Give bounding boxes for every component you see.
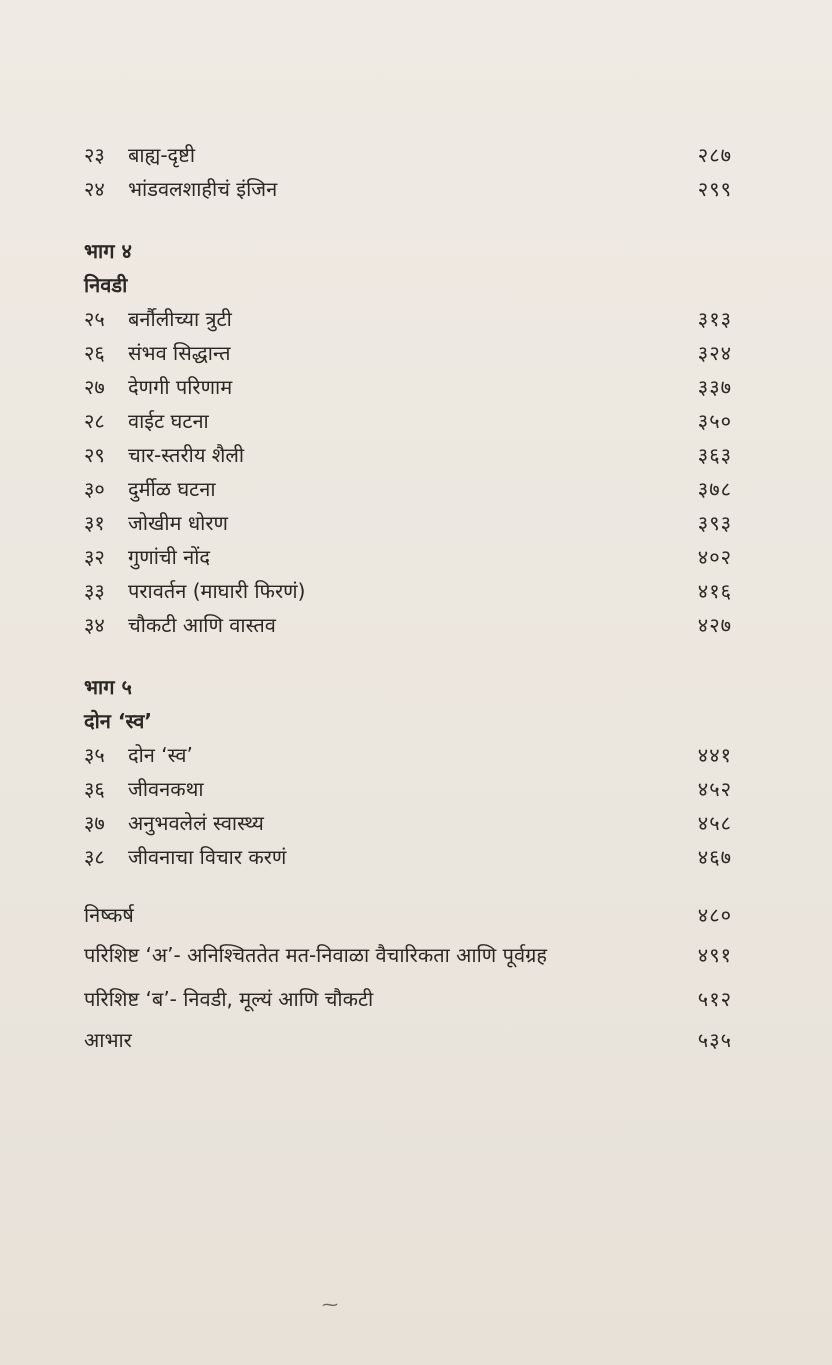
chapter-title: जीवनाचा विचार करणं: [128, 845, 287, 869]
toc-entry: [84, 772, 732, 806]
toc-entry: [84, 506, 732, 540]
chapter-number: २८: [84, 409, 105, 433]
chapter-title: देणगी परिणाम: [128, 375, 233, 399]
toc-entry: [84, 172, 732, 206]
section-title: निष्कर्ष: [84, 903, 134, 927]
chapter-number: ३८: [84, 845, 105, 869]
part-title: निवडी: [84, 273, 128, 297]
page-number: ४९१: [697, 943, 732, 967]
chapter-number: २५: [84, 307, 105, 331]
chapter-number: ३१: [84, 511, 105, 535]
toc-entry: [84, 574, 732, 608]
chapter-number: २६: [84, 341, 105, 365]
chapter-number: ३६: [84, 777, 105, 801]
chapter-title: बाह्य-दृष्टी: [128, 143, 196, 167]
chapter-title: परावर्तन (माघारी फिरणं): [128, 579, 306, 603]
chapter-number: २७: [84, 375, 105, 399]
toc-entry: [84, 336, 732, 370]
page-number: २९९: [697, 177, 732, 201]
chapter-title: दुर्मीळ घटना: [128, 477, 216, 501]
page-number: ४४१: [697, 743, 732, 767]
toc-entry: [84, 608, 732, 642]
chapter-number: ३७: [84, 811, 105, 835]
page-number: ३१३: [697, 307, 732, 331]
chapter-number: २९: [84, 443, 105, 467]
page-number: ४०२: [697, 545, 732, 569]
toc-entry: [84, 540, 732, 574]
chapter-title: जीवनकथा: [128, 777, 204, 801]
chapter-title: संभव सिद्धान्त: [128, 341, 231, 365]
toc-entry: [84, 978, 732, 1020]
toc-entry: [84, 932, 732, 978]
page-number: ४२७: [697, 613, 732, 637]
page-number: ४१६: [697, 579, 732, 603]
chapter-title: चौकटी आणि वास्तव: [128, 613, 276, 637]
chapter-title: भांडवलशाहीचं इंजिन: [128, 177, 278, 201]
chapter-number: ३५: [84, 743, 105, 767]
part-label: भाग ४: [84, 239, 132, 263]
page-number: ४५२: [697, 777, 732, 801]
chapter-title: वाईट घटना: [128, 409, 209, 433]
chapter-number: २३: [84, 143, 105, 167]
toc-entry: [84, 1020, 732, 1060]
section-title: परिशिष्ट ‘ब’- निवडी, मूल्यं आणि चौकटी: [84, 987, 374, 1011]
ink-smudge: ⁓: [322, 1295, 338, 1314]
toc-entry: [84, 472, 732, 506]
chapter-title: दोन ‘स्व’: [128, 743, 193, 767]
chapter-number: ३३: [84, 579, 105, 603]
toc-entry: [84, 806, 732, 840]
toc-entry: [84, 738, 732, 772]
chapter-title: अनुभवलेलं स्वास्थ्य: [128, 811, 264, 835]
toc-entry: [84, 302, 732, 336]
part-label: भाग ५: [84, 675, 132, 699]
chapter-number: २४: [84, 177, 105, 201]
chapter-number: ३०: [84, 477, 105, 501]
chapter-title: चार-स्तरीय शैली: [128, 443, 245, 467]
toc-entry: [84, 138, 732, 172]
part-title: दोन ‘स्व’: [84, 709, 152, 733]
toc-entry: [84, 840, 732, 874]
chapter-number: ३२: [84, 545, 105, 569]
page-number: ३७८: [697, 477, 732, 501]
section-title: आभार: [84, 1028, 132, 1052]
section-title: परिशिष्ट ‘अ’- अनिश्चिततेत मत-निवाळा वैचारिकता आणि पूर्वग्रह: [84, 943, 547, 967]
table-of-contents: [84, 138, 732, 1060]
page-number: ३५०: [697, 409, 732, 433]
page-number: ३२४: [697, 341, 732, 365]
page-number: ३९३: [697, 511, 732, 535]
toc-entry: [84, 370, 732, 404]
chapter-title: बर्नौलीच्या त्रुटी: [128, 307, 232, 331]
page-number: २८७: [697, 143, 732, 167]
chapter-title: गुणांची नोंद: [128, 545, 211, 569]
page-number: ३६३: [697, 443, 732, 467]
page-number: ४५८: [697, 811, 732, 835]
toc-entry: [84, 438, 732, 472]
toc-entry: [84, 404, 732, 438]
chapter-number: ३४: [84, 613, 105, 637]
page-number: ४६७: [697, 845, 732, 869]
page-number: ५१२: [697, 987, 732, 1011]
page-number: ३३७: [697, 375, 732, 399]
page-number: ५३५: [697, 1028, 732, 1052]
toc-entry: [84, 898, 732, 932]
chapter-title: जोखीम धोरण: [128, 511, 228, 535]
page-number: ४८०: [697, 903, 732, 927]
